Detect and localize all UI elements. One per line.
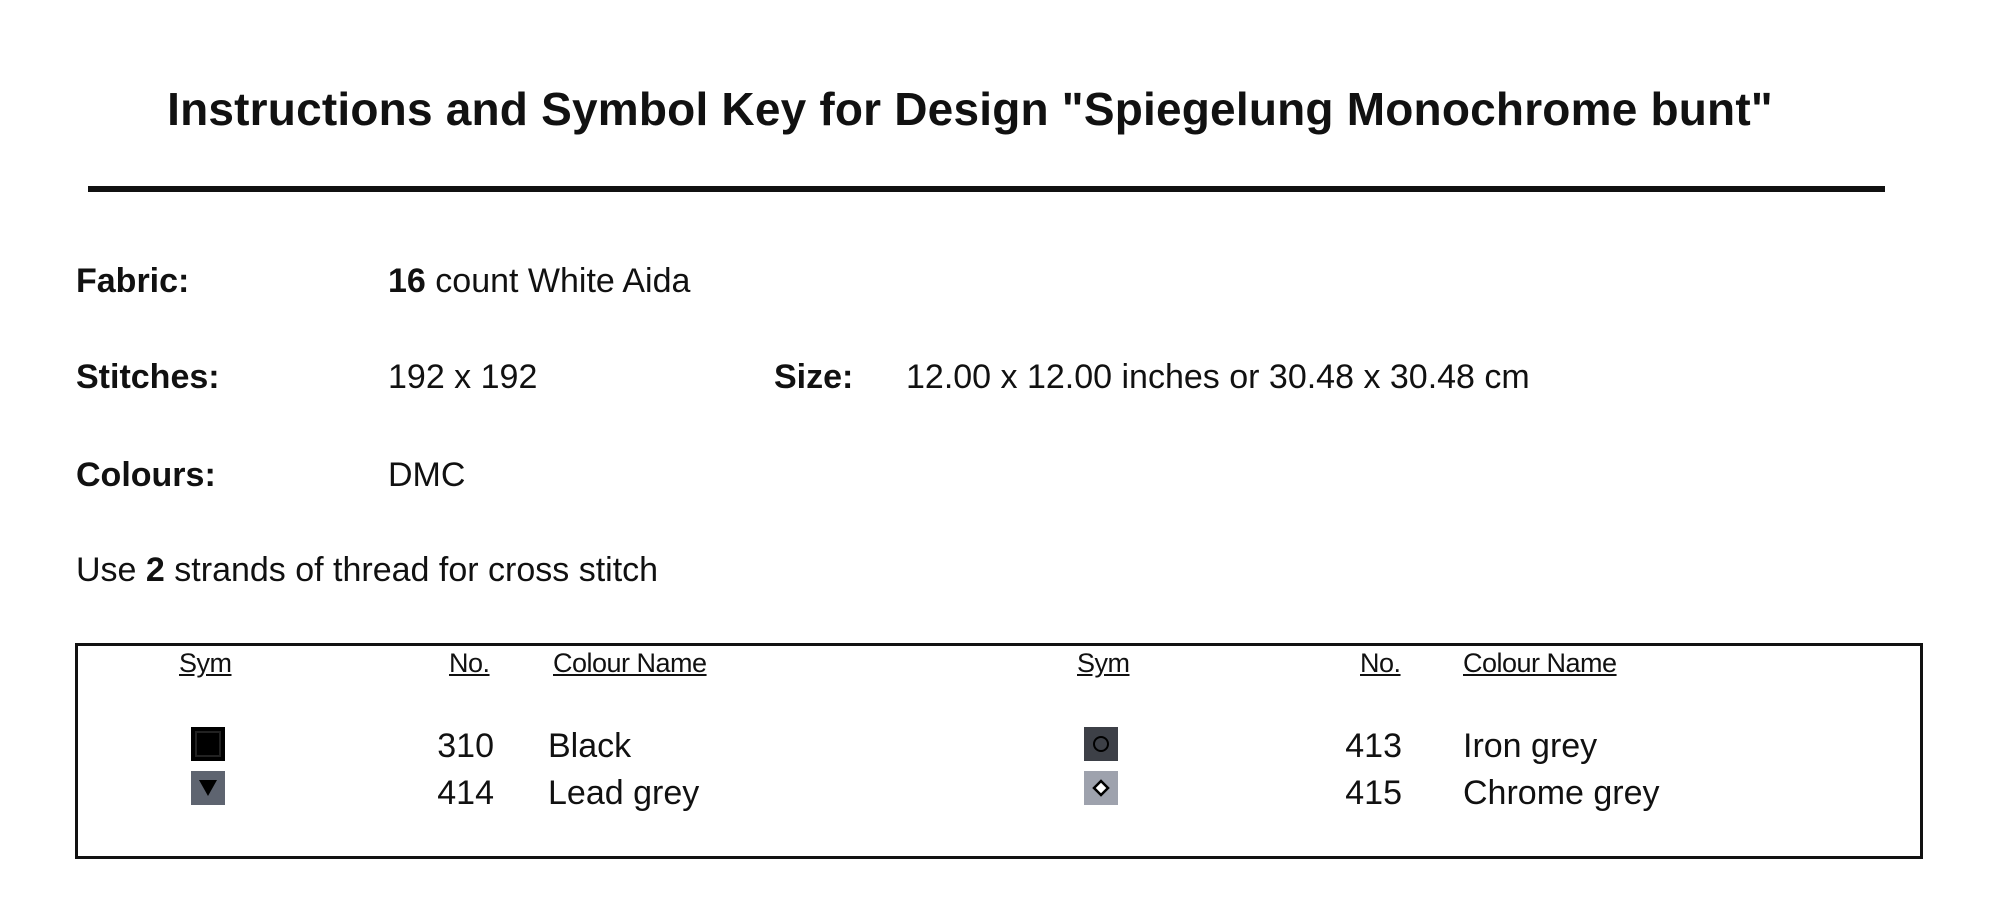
usage-strands: 2 <box>145 551 165 589</box>
stitches-value: 192 x 192 <box>388 358 538 396</box>
stitches-label: Stitches: <box>76 358 220 396</box>
fabric-text: count White Aida <box>435 262 691 300</box>
color-name: Black <box>548 727 632 765</box>
fabric-value <box>388 262 690 301</box>
header-no-right: No. <box>1360 648 1401 678</box>
circle-icon <box>1084 727 1118 761</box>
filled-square-icon <box>191 727 225 761</box>
down-triangle-icon <box>191 771 225 805</box>
colours-value: DMC <box>388 456 466 494</box>
color-name: Iron grey <box>1463 727 1598 765</box>
size-value: 12.00 x 12.00 inches or 30.48 x 30.48 cm <box>906 358 1530 396</box>
color-number: 413 <box>1345 727 1402 765</box>
header-name-right: Colour Name <box>1463 648 1617 678</box>
usage-prefix: Use <box>76 551 137 589</box>
size-label: Size: <box>774 358 854 396</box>
color-name: Lead grey <box>548 774 700 812</box>
header-sym-left: Sym <box>179 648 232 678</box>
usage-suffix: strands of thread for cross stitch <box>174 551 659 589</box>
usage-note <box>76 551 658 590</box>
fabric-label: Fabric: <box>76 262 190 300</box>
fabric-count: 16 <box>388 262 426 300</box>
color-number: 415 <box>1345 774 1402 812</box>
title-rule <box>88 186 1885 192</box>
header-no-left: No. <box>449 648 490 678</box>
page-title: Instructions and Symbol Key for Design "Spiegelung Monochrome bunt" <box>167 83 1773 135</box>
symbol-key-table <box>75 643 1923 859</box>
colours-label: Colours: <box>76 456 216 494</box>
color-name: Chrome grey <box>1463 774 1660 812</box>
header-name-left: Colour Name <box>553 648 707 678</box>
color-number: 414 <box>437 774 494 812</box>
diamond-icon <box>1084 771 1118 805</box>
color-number: 310 <box>437 727 494 765</box>
header-sym-right: Sym <box>1077 648 1130 678</box>
